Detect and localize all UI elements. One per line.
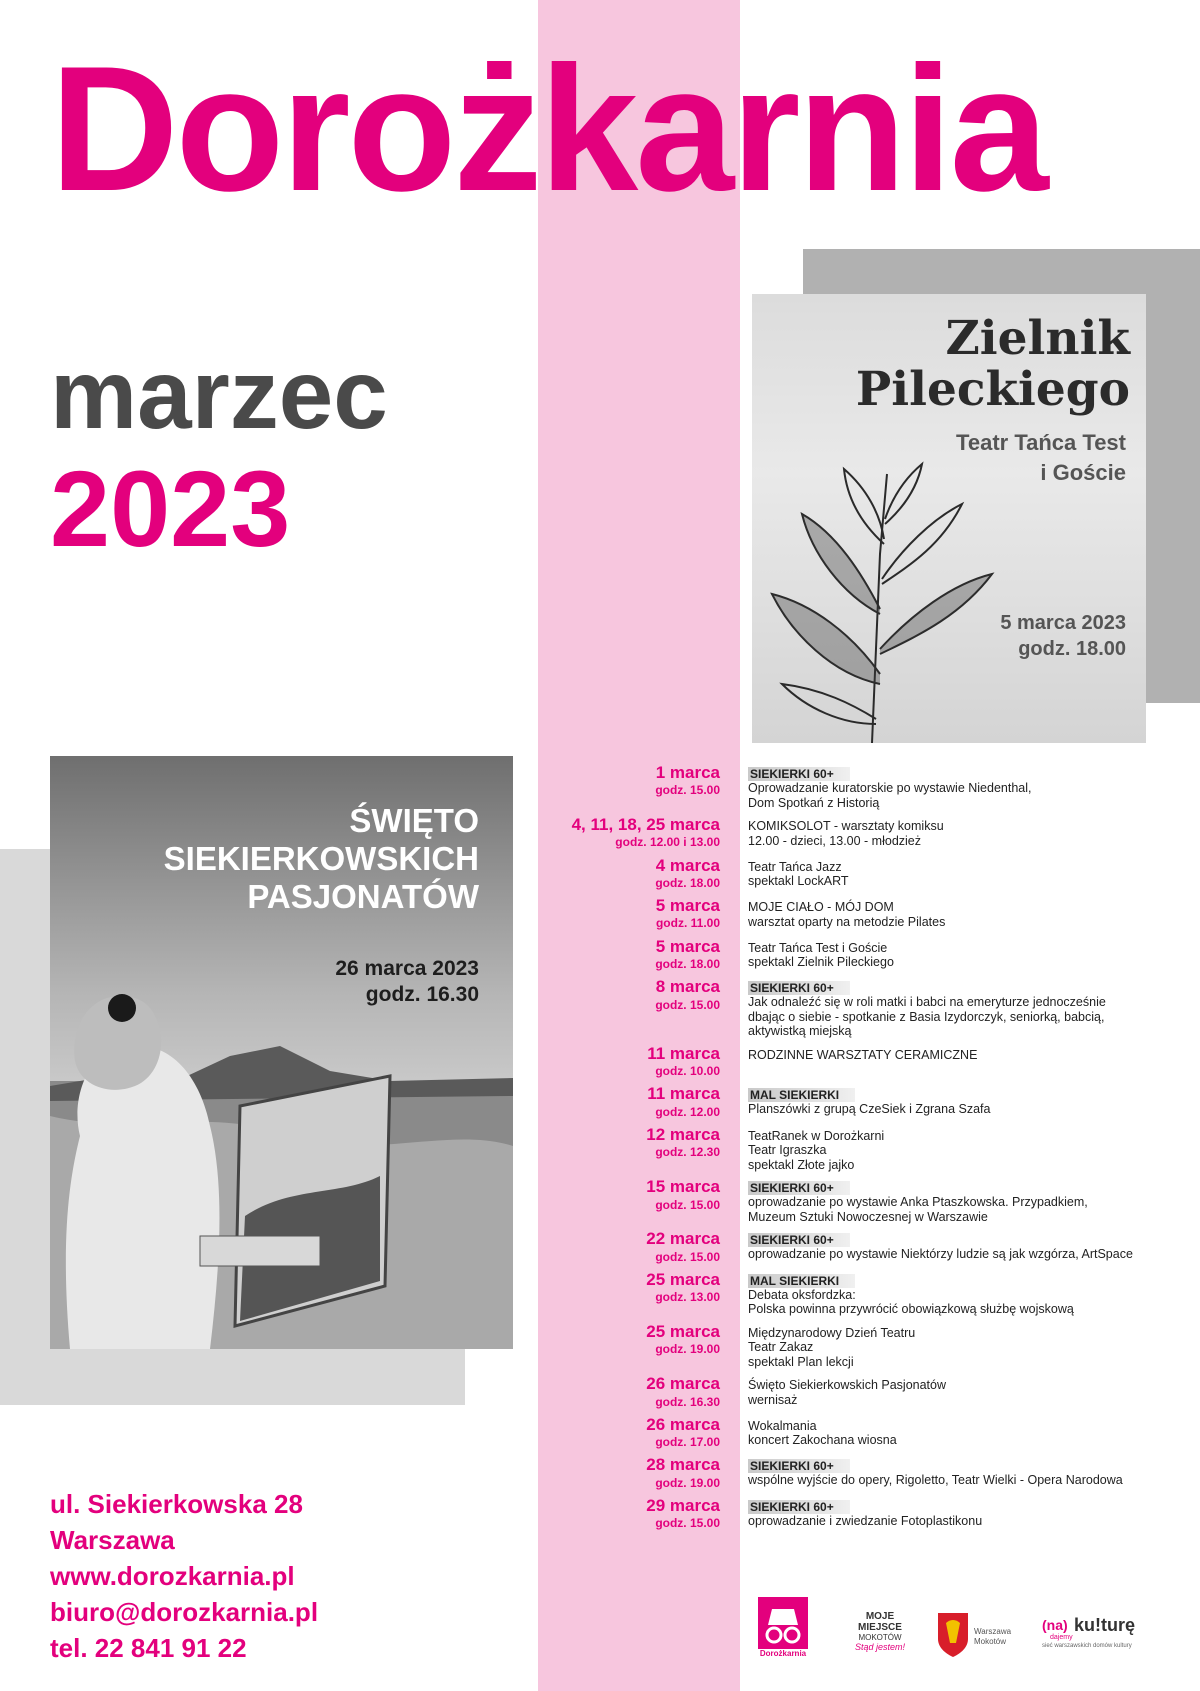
event-line: Planszówki z grupą CzeSiek i Zgrana Szafa — [748, 1102, 991, 1117]
event-line: dbając o siebie - spotkanie z Basia Izydorczyk, seniorką, babcią, — [748, 1009, 1105, 1024]
event-datetime — [540, 978, 748, 1013]
event-line: Teatr Tańca Test i Goście — [748, 940, 888, 955]
events-list — [540, 764, 1190, 1538]
event-line: warsztat oparty na metodzie Pilates — [748, 914, 946, 929]
event-description — [748, 1497, 1190, 1529]
event-line: Polska powinna przywrócić obowiązkową służbę wojskową — [748, 1302, 1074, 1317]
event-datetime — [540, 1456, 748, 1491]
event-time: godz. 12.00 — [655, 1104, 720, 1119]
event-line: koncert Zakochana wiosna — [748, 1433, 897, 1448]
event-item — [540, 1497, 1190, 1532]
event-description — [748, 1045, 1190, 1063]
warszawa-line2: Mokotów — [974, 1637, 1007, 1646]
event-description — [748, 1178, 1190, 1224]
event-item — [540, 1230, 1190, 1265]
event-line: oprowadzanie po wystawie Anka Ptaszkowska. Przypadkiem, — [748, 1195, 1088, 1210]
event-description — [748, 1323, 1190, 1370]
event-line: KOMIKSOLOT - warsztaty komiksu — [748, 819, 944, 833]
event-line: Wokalmania — [748, 1418, 817, 1433]
contact-phone: tel. 22 841 91 22 — [50, 1632, 247, 1663]
contact-www-link[interactable]: www.dorozkarnia.pl — [50, 1560, 295, 1591]
event-datetime — [540, 1416, 748, 1451]
event-line: RODZINNE WARSZTATY CERAMICZNE — [748, 1047, 978, 1062]
event-date: 25 marca — [646, 1269, 720, 1289]
event-datetime — [540, 816, 748, 851]
contact-city: Warszawa — [50, 1524, 175, 1555]
event-datetime — [540, 1178, 748, 1213]
contact-address: ul. Siekierkowska 28 — [50, 1489, 303, 1519]
zielnik-title-line2: Pileckiego — [855, 361, 1130, 417]
event-time: godz. 10.00 — [655, 1064, 720, 1079]
event-item — [540, 1126, 1190, 1173]
event-item — [540, 1178, 1190, 1224]
event-line: Międzynarodowy Dzień Teatru — [748, 1325, 916, 1340]
zielnik-date-block — [1000, 610, 1126, 662]
contact-email-link[interactable]: biuro@dorozkarnia.pl — [50, 1596, 319, 1627]
event-tag: SIEKIERKI 60+ — [748, 767, 850, 781]
event-datetime — [540, 897, 748, 932]
event-item — [540, 978, 1190, 1039]
event-time: godz. 15.00 — [655, 997, 720, 1012]
nakulture-logo — [1040, 1597, 1140, 1677]
month-label: marzec — [50, 339, 388, 449]
event-tag: MAL SIEKIERKI — [748, 1274, 855, 1288]
event-date: 4 marca — [655, 855, 720, 875]
event-date: 11 marca — [647, 1084, 720, 1104]
event-item — [540, 1045, 1190, 1080]
event-datetime — [540, 1126, 748, 1161]
event-date: 12 marca — [646, 1124, 720, 1144]
event-tag: SIEKIERKI 60+ — [748, 1181, 850, 1195]
poster-zielnik-pileckiego — [752, 294, 1146, 743]
event-line: MOJE CIAŁO - MÓJ DOM — [748, 900, 894, 915]
event-description — [748, 1126, 1190, 1173]
event-date: 5 marca — [655, 936, 720, 956]
event-description — [748, 897, 1190, 929]
zielnik-time: godz. 18.00 — [1018, 638, 1126, 660]
zielnik-subtitle — [956, 428, 1126, 487]
event-datetime — [540, 1045, 748, 1080]
event-line: oprowadzanie i zwiedzanie Fotoplastikonu — [748, 1513, 983, 1528]
contact-block — [50, 1487, 318, 1666]
event-line: Jak odnaleźć się w roli matki i babci na emeryturze jednocześnie — [748, 995, 1106, 1010]
event-description — [748, 1456, 1190, 1488]
event-tag: SIEKIERKI 60+ — [748, 1500, 850, 1514]
event-line: aktywistką miejską — [748, 1024, 852, 1039]
event-date: 26 marca — [646, 1374, 720, 1394]
event-line: Dom Spotkań z Historią — [748, 795, 880, 810]
event-item — [540, 1416, 1190, 1451]
event-time: godz. 18.00 — [655, 875, 720, 890]
event-datetime — [540, 1375, 748, 1410]
event-description — [748, 1230, 1190, 1262]
event-item — [540, 1271, 1190, 1317]
event-datetime — [540, 857, 748, 892]
sponsor-logos — [740, 1597, 1200, 1677]
year-label: 2023 — [50, 448, 291, 569]
event-date: 8 marca — [655, 977, 720, 997]
event-datetime — [540, 1271, 748, 1306]
event-date: 29 marca — [646, 1495, 720, 1515]
event-description — [748, 1271, 1190, 1317]
event-time: godz. 18.00 — [655, 957, 720, 971]
event-tag: SIEKIERKI 60+ — [748, 981, 850, 995]
event-item — [540, 764, 1190, 810]
event-time: godz. 15.00 — [655, 1197, 720, 1212]
event-line: TeatRanek w Dorożkarni — [748, 1128, 885, 1143]
event-description — [748, 978, 1190, 1039]
moje-miejsce-line3: MOKOTÓW — [858, 1633, 902, 1642]
zielnik-subtitle-line2: i Goście — [1040, 459, 1126, 485]
nakulture-part2: ku!turę — [1074, 1615, 1136, 1635]
event-item — [540, 1085, 1190, 1120]
event-time: godz. 19.00 — [655, 1342, 720, 1357]
swieto-title-line1: ŚWIĘTO — [349, 802, 479, 839]
event-time: godz. 16.30 — [655, 1394, 720, 1409]
event-line: Debata oksfordzka: — [748, 1287, 856, 1302]
warszawa-mokotow-logo — [936, 1597, 1014, 1677]
event-item — [540, 1375, 1190, 1410]
event-time: godz. 15.00 — [655, 1249, 720, 1264]
zielnik-title-line1: Zielnik — [945, 311, 1130, 366]
nakulture-part3: dajemy — [1050, 1634, 1073, 1641]
event-line: spektakl Zielnik Pileckiego — [748, 955, 894, 970]
swieto-title-line3: PASJONATÓW — [247, 877, 479, 915]
painter-photo — [50, 986, 513, 1349]
moje-miejsce-slogan: Stąd jestem! — [854, 1642, 906, 1652]
dorozkarnia-logo — [748, 1597, 818, 1677]
page-title: Dorożkarnia — [50, 29, 1046, 228]
event-tag: MAL SIEKIERKI — [748, 1088, 855, 1102]
nakulture-part1: (na) — [1042, 1617, 1068, 1633]
swieto-date: 26 marca 2023 — [335, 957, 479, 980]
moje-miejsce-line2: MIEJSCE — [858, 1622, 902, 1633]
event-description — [748, 938, 1190, 970]
event-item — [540, 816, 1190, 851]
event-datetime — [540, 1230, 748, 1265]
poster-swieto-pasjonatow — [50, 756, 513, 1349]
event-time: godz. 11.00 — [655, 916, 720, 931]
event-item — [540, 938, 1190, 973]
nakulture-part4: sieć warszawskich domów kultury — [1042, 1643, 1132, 1649]
event-tag: SIEKIERKI 60+ — [748, 1233, 850, 1247]
event-line: oprowadzanie po wystawie Niektórzy ludzie są jak wzgórza, ArtSpace — [748, 1247, 1133, 1262]
event-description — [748, 764, 1190, 810]
event-datetime — [540, 1497, 748, 1532]
dorozkarnia-logo-text: Dorożkarnia — [759, 1649, 807, 1658]
event-date: 15 marca — [646, 1177, 720, 1197]
event-time: godz. 15.00 — [655, 1516, 720, 1531]
event-line: Teatr Tańca Jazz — [748, 859, 842, 874]
event-item — [540, 857, 1190, 892]
event-date: 4, 11, 18, 25 marca — [571, 815, 720, 834]
event-datetime — [540, 1085, 748, 1120]
event-date: 11 marca — [647, 1043, 720, 1063]
event-item — [540, 1456, 1190, 1491]
event-line: Muzeum Sztuki Nowoczesnej w Warszawie — [748, 1209, 988, 1224]
event-tag: SIEKIERKI 60+ — [748, 1459, 850, 1473]
event-description — [748, 1085, 1190, 1117]
event-line: Oprowadzanie kuratorskie po wystawie Niedenthal, — [748, 781, 1032, 795]
event-time: godz. 12.30 — [655, 1145, 720, 1160]
event-description — [748, 1375, 1190, 1407]
carriage-icon — [758, 1597, 808, 1649]
event-date: 28 marca — [646, 1455, 720, 1475]
swieto-date-block — [335, 956, 479, 1009]
event-datetime — [540, 938, 748, 973]
event-date: 5 marca — [655, 896, 720, 916]
event-date: 22 marca — [646, 1229, 720, 1249]
event-date: 26 marca — [646, 1414, 720, 1434]
event-time: godz. 13.00 — [655, 1290, 720, 1305]
event-datetime — [540, 764, 748, 799]
warszawa-line1: Warszawa — [974, 1627, 1012, 1636]
event-date: 25 marca — [646, 1321, 720, 1341]
swieto-time: godz. 16.30 — [365, 983, 479, 1007]
moje-miejsce-logo — [840, 1597, 920, 1677]
event-line: Teatr Zakaz — [748, 1340, 814, 1355]
event-description — [748, 816, 1190, 848]
event-time: godz. 17.00 — [655, 1435, 720, 1450]
event-line: wernisaż — [748, 1392, 798, 1407]
event-line: spektakl Złote jajko — [748, 1157, 855, 1172]
event-item — [540, 1323, 1190, 1370]
zielnik-date: 5 marca 2023 — [1000, 612, 1126, 634]
event-time: godz. 15.00 — [655, 783, 720, 798]
warsaw-crest-icon — [936, 1609, 970, 1659]
swieto-title-line2: SIEKIERKOWSKICH — [163, 839, 479, 877]
event-line: spektakl LockART — [748, 874, 849, 889]
swieto-title — [164, 802, 479, 916]
event-datetime — [540, 1323, 748, 1358]
event-time: godz. 19.00 — [655, 1475, 720, 1490]
moje-miejsce-line1: MOJE — [865, 1611, 895, 1622]
event-description — [748, 1416, 1190, 1448]
event-line: 12.00 - dzieci, 13.00 - młodzież — [748, 833, 922, 848]
event-line: wspólne wyjście do opery, Rigoletto, Teatr Wielki - Opera Narodowa — [748, 1473, 1123, 1488]
event-time: godz. 12.00 i 13.00 — [615, 835, 720, 850]
event-description — [748, 857, 1190, 889]
event-date: 1 marca — [655, 763, 720, 782]
event-item — [540, 897, 1190, 932]
zielnik-title — [855, 311, 1130, 417]
event-line: Teatr Igraszka — [748, 1143, 827, 1158]
event-line: Święto Siekierkowskich Pasjonatów — [748, 1378, 947, 1393]
zielnik-subtitle-line1: Teatr Tańca Test — [956, 430, 1126, 455]
event-line: spektakl Plan lekcji — [748, 1354, 854, 1369]
